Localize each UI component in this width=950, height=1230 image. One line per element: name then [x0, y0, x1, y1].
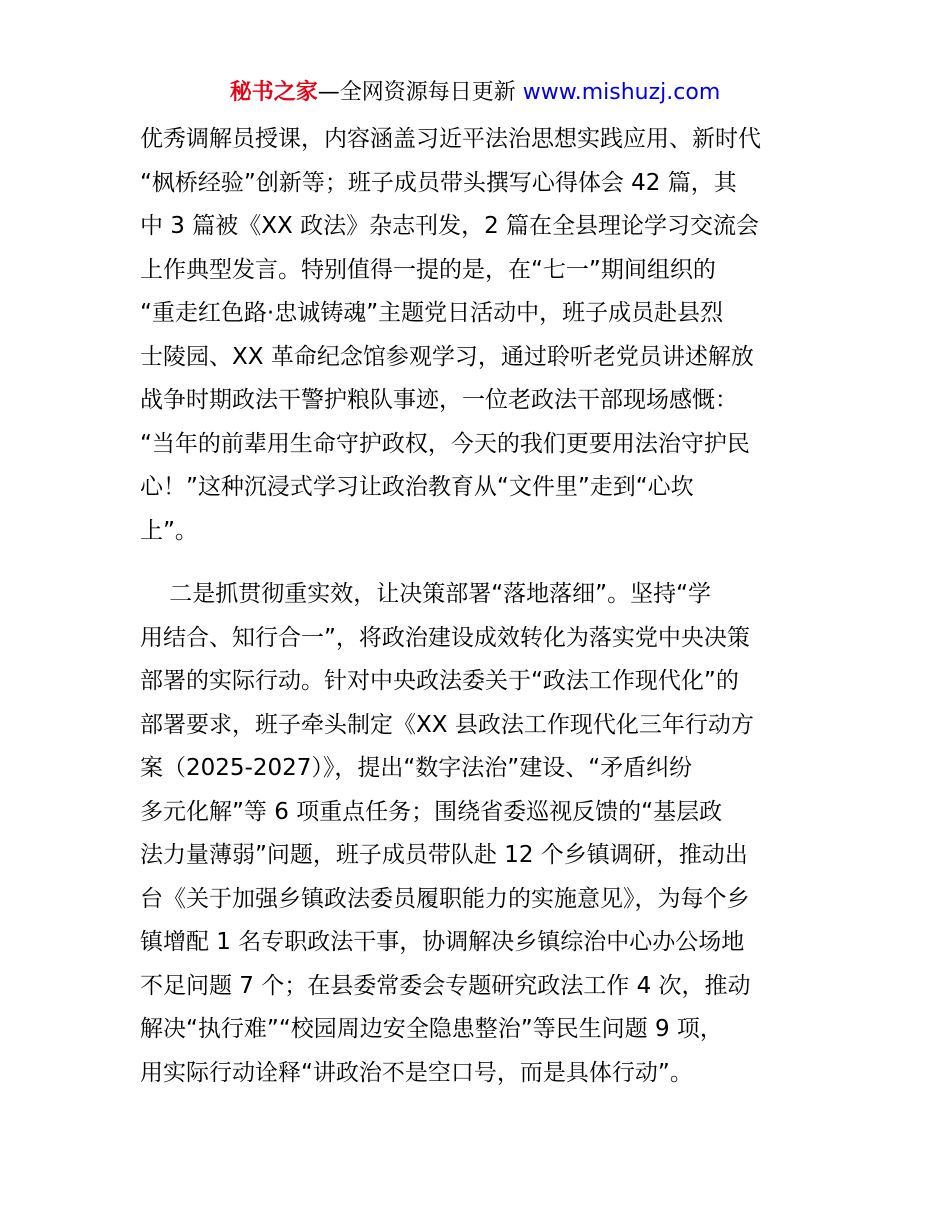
document-body [140, 118, 840, 1095]
paragraph-spacer [140, 553, 840, 573]
text-line: 士陵园、XX 革命纪念馆参观学习，通过聆听老党员讲述解放 [140, 343, 754, 370]
text-line: 二是抓贯彻重实效，让决策部署“落地落细”。坚持“学 [140, 581, 711, 607]
text-line: 镇增配 1 名专职政法干事，协调解决乡镇综治中心办公场地 [140, 929, 745, 955]
paragraph-2 [140, 573, 840, 1095]
text-line: “重走红色路·忠诚铸魂”主题党日活动中，班子成员赴县烈 [140, 300, 724, 326]
text-line: 上”。 [140, 517, 198, 544]
text-line: 案（2025-2027）》，提出“数字法治”建设、“矛盾纠纷 [140, 755, 693, 781]
text-line: 心！”这种沉浸式学习让政治教育从“文件里”走到“心坎 [140, 474, 694, 500]
text-line: 不足问题 7 个；在县委常委会专题研究政法工作 4 次，推动 [140, 972, 751, 999]
text-line: “当年的前辈用生命守护政权，今天的我们更要用法治守护民 [140, 430, 750, 457]
text-line: 上作典型发言。特别值得一提的是，在“七一”期间组织的 [140, 256, 716, 283]
text-line: “枫桥经验”创新等；班子成员带头撰写心得体会 42 篇，其 [140, 169, 737, 196]
text-line: 优秀调解员授课，内容涵盖习近平法治思想实践应用、新时代 [140, 126, 761, 152]
text-line: 用结合、知行合一”，将政治建设成效转化为落实党中央决策 [140, 624, 750, 651]
text-line: 多元化解”等 6 项重点任务；围绕省委巡视反馈的“基层政 [140, 798, 723, 825]
text-line: 台《关于加强乡镇政法委员履职能力的实施意见》，为每个乡 [140, 885, 750, 912]
page-header [0, 78, 950, 108]
site-tagline: —全网资源每日更新 [317, 80, 523, 105]
site-url-link[interactable]: www.mishuzj.com [522, 80, 721, 105]
text-line: 部署要求，班子牵头制定《XX 县政法工作现代化三年行动方 [140, 711, 754, 738]
text-line: 解决“执行难”“校园周边安全隐患整治”等民生问题 9 项， [140, 1016, 723, 1042]
site-brand: 秘书之家 [229, 80, 318, 105]
paragraph-1 [140, 118, 840, 553]
text-line: 用实际行动诠释“讲政治不是空口号，而是具体行动”。 [140, 1059, 693, 1086]
text-line: 法力量薄弱”问题，班子成员带队赴 12 个乡镇调研，推动出 [140, 842, 748, 868]
text-line: 中 3 篇被《XX 政法》杂志刊发，2 篇在全县理论学习交流会 [140, 213, 760, 239]
text-line: 战争时期政法干警护粮队事迹，一位老政法干部现场感慨： [140, 387, 738, 413]
text-line: 部署的实际行动。针对中央政法委关于“政法工作现代化”的 [140, 668, 739, 694]
